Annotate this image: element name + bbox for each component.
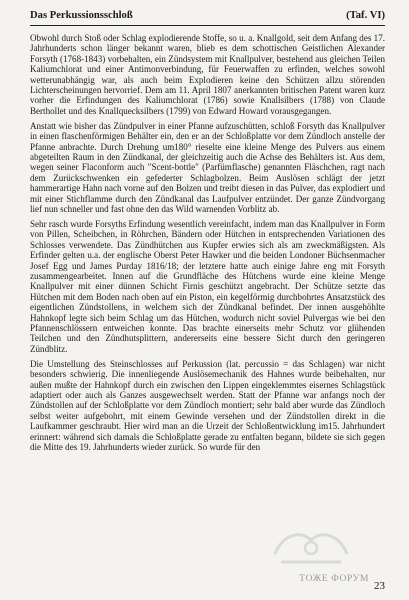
- body-text: [30, 33, 385, 457]
- page-header: [30, 6, 385, 24]
- paragraph: Anstatt wie bisher das Zündpulver in einer Pfanne aufzuschütten, schloß Forsyth das Knallpulver in einen flaschenförmigen Behälter ein, den er an der Schloßplatte vor dem Zündloch anstelle der Pfanne anbrachte. Durch Drehung um180° rieselte eine kleine Menge des Pulvers aus einem abgeteilten Raum in den Zündkanal, der gleichzeitig auch die Achse des Behälters ist. Aus dem, wegen seiner Flaconform auch "Scent-bottle" (Parfümflasche) genannten Fläschchen, ragt nach dem Zurückschwenken ein gefederter Schlagbolzen. Beim Auslösen schlägt der jetzt hammerartige Hahn nach vorne auf den Bolzen und treibt diesen in das Pulver, das explodiert und mit einer Stichflamme durch den Zündkanal das Laufpulver entzündet. Der ganze Zündvorgang lief nun schneller und fast ohne den das Wild warnenden Vorblitz ab.: [30, 120, 385, 214]
- header-rule: [30, 25, 385, 26]
- paragraph: Die Umstellung des Steinschlosses auf Perkussion (lat. percussio = das Schlagen) war nicht besonders schwierig. Die innenliegende Auslösemechanik des Hahnes wurde beibehalten, nur außen mußte der Hahnkopf durch ein zwischen den Lippen eingeklemmtes eisernes Schlagstück adaptiert oder auch als Ganzes ausgewechselt werden. Statt der Pfanne war anfangs noch der Zündstollen auf der Schloßplatte vor dem Zündloch montiert; sehr bald aber wurde das Zündloch selbst weiter aufgebohrt, mit einem Gewinde versehen und der Zündstollen direkt in die Laufkammer geschraubt. Hier wird man an die Urzeit der Schloßentwicklung im15. Jahrhundert erinnert: während sich damals die Schloßplatte gerade zu entfalten begann, bildete sie sich gegen die Mitte des 19. Jahrhunderts wieder zurück. So wurde für den: [30, 358, 385, 452]
- watermark-logo: [271, 524, 351, 570]
- page-number: 23: [374, 580, 385, 592]
- chapter-title: Das Perkussionsschloß: [30, 9, 133, 21]
- plate-reference: (Taf. VI): [346, 9, 385, 21]
- watermark-text: ТОЖЕ ФОРУМ: [299, 574, 369, 584]
- paragraph: Obwohl durch Stoß oder Schlag explodierende Stoffe, so u. a. Knallgold, seit dem Anfang des 17. Jahrhunderts schon länger bekannt waren, blieb es dem schottischen Geistlichen Alexander Forsyth (1768-1843) vorbehalten, ein Zündsystem mit Knallpulver, bestehend aus gleichen Teilen Kaliumchlorat und einer Antimonverbindung, für Feuerwaffen zu erfinden, welches sowohl wetterunabhängig war, als auch beim Explodieren keine den Schützen allzu störenden Lichterscheinungen hervorrief. Dem am 11. April 1807 anerkannten britischen Patent waren kurz vorher die Erfindungen des Kaliumchlorat (1786) sowie Knallsilbers (1788) von Claude Berthollet und des Knallquecksilbers (1799) von Edward Howard vorausgegangen.: [30, 33, 385, 116]
- paragraph: Sehr rasch wurde Forsyths Erfindung wesentlich vereinfacht, indem man das Knallpulver in Form von Pillen, Scheibchen, in Röhrchen, Bändern oder Hütchen in entsprechenden Variationen des Schlosses verwendete. Das Zündhütchen aus Kupfer erwies sich als am zweckmäßigsten. Als Erfinder gelten u.a. der englische Oberst Peter Hawker und die beiden Londoner Büchsenmacher Josef Egg und James Purday 1816/18; der letztere hatte auch einige Jahre eng mit Forsyth zusammengearbeitet. Innen auf die Grundfläche des Hütchens wurde eine kleine Menge Knallpulver mit einer dünnen Schicht Firnis geschützt angebracht. Der Schütze setzte das Hütchen mit dem Boden nach oben auf ein Piston, ein kegelförmig durchbohrtes Ansatzstück des eigentlichen Zündstollens, in welchem sich der Zündkanal befindet. Der innen ausgehöhlte Hahnkopf legte sich beim Schlag um das Hütchen, wodurch nicht soviel Pulvergas wie bei den Pfannenschlössern entweichen konnte. Das brachte einerseits mehr Schutz vor glühenden Teilchen und den Zündhutsplittern, andererseits eine bessere Sicht durch den geringeren Zündblitz.: [30, 218, 386, 354]
